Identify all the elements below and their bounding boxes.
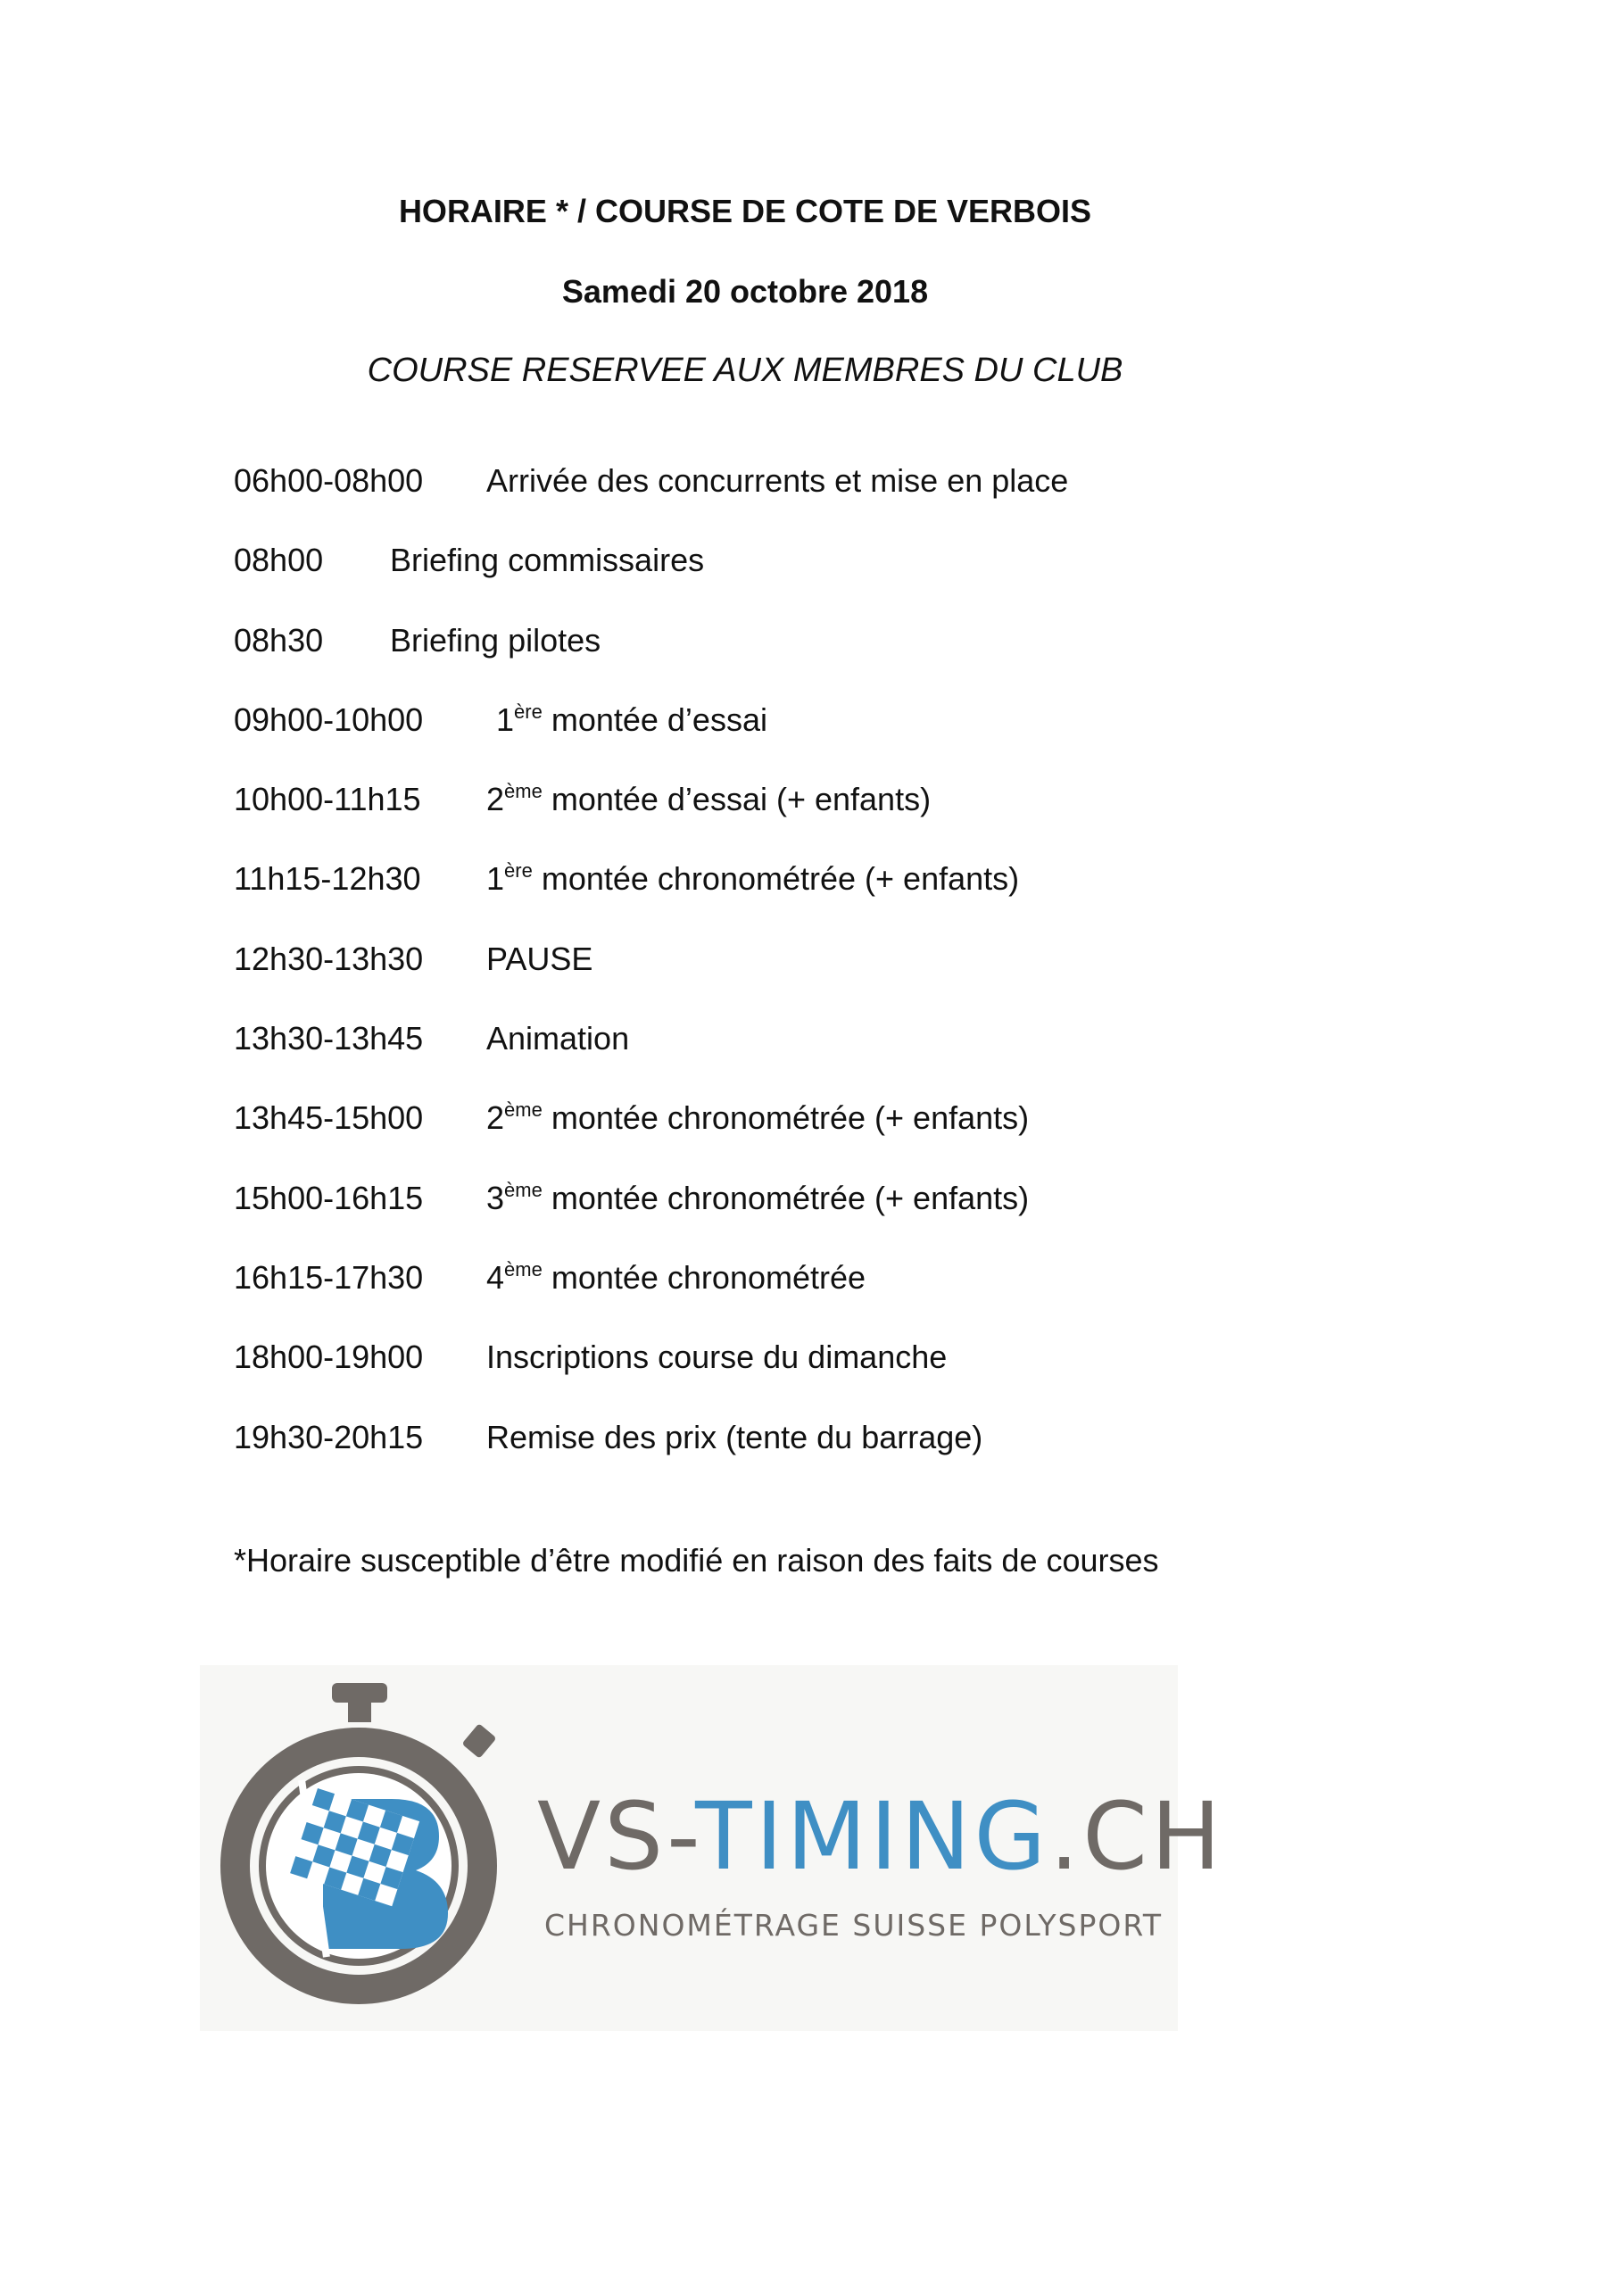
schedule-activity: 1ère montée chronométrée (+ enfants) [486, 859, 1020, 898]
page-title: HORAIRE * / COURSE DE COTE DE VERBOIS [398, 193, 1092, 229]
stopwatch-checkered-flag-icon [218, 1665, 521, 2031]
schedule-activity: 1ère montée d’essai [496, 700, 767, 738]
schedule-row [234, 1259, 1438, 1339]
schedule-row [234, 622, 1438, 701]
schedule-row [234, 1099, 1438, 1179]
vs-timing-logo [200, 1665, 1225, 2031]
event-subtitle: COURSE RESERVEE AUX MEMBRES DU CLUB [367, 352, 1123, 389]
brand-name: VS-TIMING.CH [537, 1782, 1225, 1891]
schedule-time: 06h00-08h00 [234, 462, 424, 499]
schedule-time: 09h00-10h00 [234, 700, 424, 738]
schedule-activity: Briefing pilotes [390, 621, 601, 659]
schedule-row [234, 1180, 1438, 1259]
schedule-time: 08h30 [234, 621, 324, 659]
schedule-list [234, 462, 1438, 1498]
schedule-activity: Briefing commissaires [390, 542, 705, 579]
schedule-activity: PAUSE [486, 940, 593, 977]
schedule-activity: 3ème montée chronométrée (+ enfants) [486, 1178, 1030, 1216]
schedule-row [234, 542, 1438, 621]
schedule-row [234, 1339, 1438, 1418]
schedule-time: 13h30-13h45 [234, 1020, 424, 1057]
schedule-row [234, 701, 1438, 781]
schedule-time: 12h30-13h30 [234, 940, 424, 977]
schedule-time: 13h45-15h00 [234, 1099, 424, 1137]
schedule-activity: Inscriptions course du dimanche [486, 1339, 948, 1376]
schedule-time: 11h15-12h30 [234, 860, 421, 898]
schedule-row [234, 1020, 1438, 1099]
schedule-activity: Arrivée des concurrents et mise en place [486, 462, 1069, 499]
schedule-row [234, 941, 1438, 1020]
schedule-activity: Animation [486, 1020, 630, 1057]
schedule-time: 08h00 [234, 542, 324, 579]
schedule-row [234, 860, 1438, 940]
schedule-row [234, 1419, 1438, 1498]
schedule-time: 16h15-17h30 [234, 1258, 424, 1296]
schedule-activity: 4ème montée chronométrée [486, 1257, 866, 1296]
schedule-row [234, 462, 1438, 542]
brand-tagline: CHRONOMÉTRAGE SUISSE POLYSPORT [544, 1908, 1164, 1943]
schedule-activity: Remise des prix (tente du barrage) [486, 1418, 983, 1455]
schedule-time: 15h00-16h15 [234, 1179, 424, 1216]
schedule-row [234, 781, 1438, 860]
schedule-time: 19h30-20h15 [234, 1418, 424, 1455]
schedule-activity: 2ème montée chronométrée (+ enfants) [486, 1098, 1030, 1137]
footnote: *Horaire susceptible d’être modifié en raison des faits de courses [234, 1542, 1159, 1579]
schedule-time: 18h00-19h00 [234, 1339, 424, 1376]
schedule-time: 10h00-11h15 [234, 781, 421, 818]
schedule-activity: 2ème montée d’essai (+ enfants) [486, 780, 932, 818]
event-date: Samedi 20 octobre 2018 [561, 273, 929, 310]
